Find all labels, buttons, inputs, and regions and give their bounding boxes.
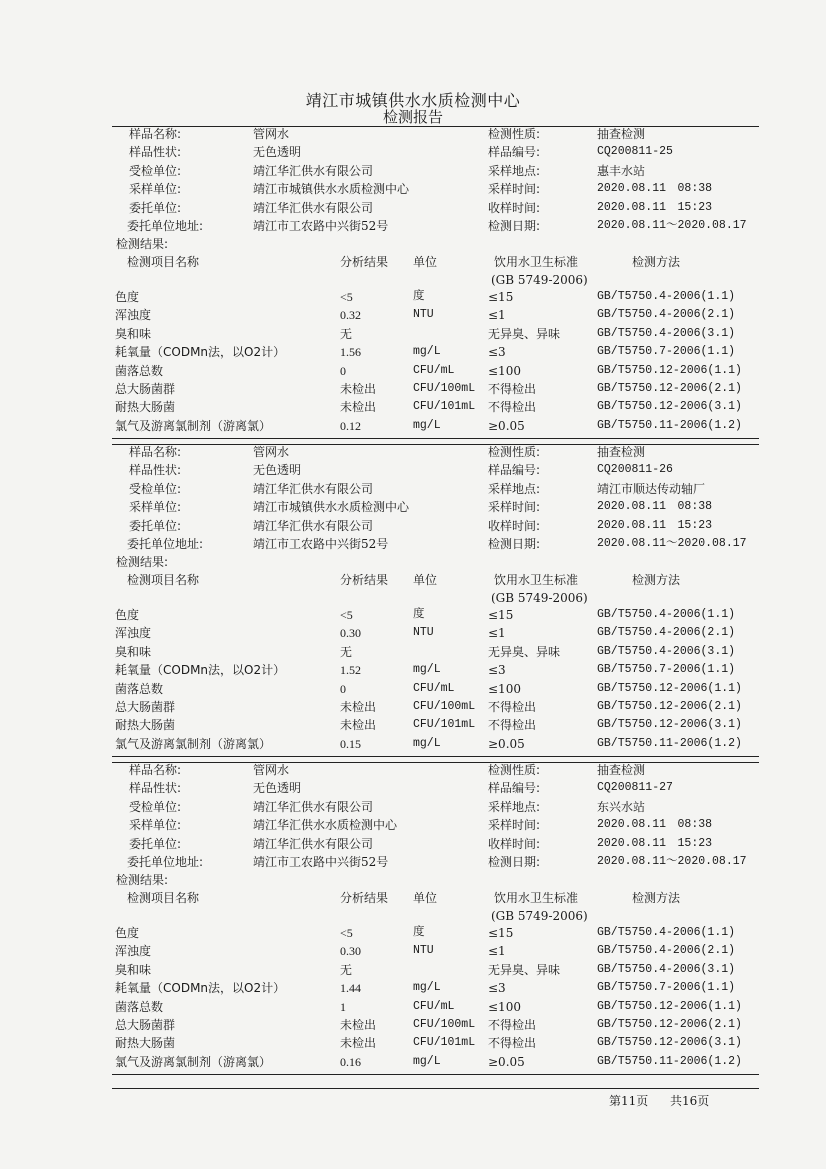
row-item: 总大肠菌群: [115, 700, 176, 714]
row-method: GB/T5750.4-2006(2.1): [597, 308, 736, 322]
field-value-sampling-site: 惠丰水站: [597, 163, 646, 178]
field-value-sampling-unit: 靖江华汇供水水质检测中心: [253, 818, 398, 833]
field-value-test-date: 2020.08.11～2020.08.17: [597, 855, 747, 868]
row-unit: CFU/101mL: [413, 1036, 476, 1050]
column-header-result: 分析结果: [340, 255, 389, 269]
field-label-test-date: 检测日期:: [488, 855, 541, 869]
field-label-sample-name: 样品名称:: [129, 445, 182, 459]
column-header-method: 检测方法: [632, 891, 681, 905]
field-value-commissioning-address: 靖江市工农路中兴街52号: [253, 537, 389, 551]
table-bottom-line: [112, 756, 759, 757]
row-item: 色度: [115, 926, 140, 940]
field-value-receive-time: 2020.08.11 15:23: [597, 836, 713, 850]
row-method: GB/T5750.4-2006(1.1): [597, 608, 736, 621]
field-label-commissioning-address: 委托单位地址:: [127, 855, 204, 869]
field-label-test-nature: 检测性质:: [488, 445, 541, 459]
field-label-sampling-site: 采样地点:: [488, 163, 541, 178]
column-header-unit: 单位: [413, 255, 438, 269]
row-result: 1.44: [340, 981, 361, 996]
row-item: 氯气及游离氯制剂（游离氯）: [115, 736, 272, 751]
row-result: 0.32: [340, 308, 361, 323]
row-standard: ≤100: [488, 999, 521, 1014]
field-label-sample-trait: 样品性状:: [129, 145, 182, 160]
row-result: 无: [340, 326, 353, 341]
row-item: 浑浊度: [115, 626, 152, 641]
field-label-sample-name: 样品名称:: [129, 127, 182, 141]
report-doc-title: 检测报告: [382, 108, 443, 126]
field-value-trait: 无色透明: [253, 781, 302, 796]
row-item: 氯气及游离氯制剂（游离氯）: [115, 1054, 272, 1069]
row-result: 无: [340, 644, 353, 659]
row-item: 臭和味: [115, 644, 152, 659]
row-result: 0.30: [340, 944, 361, 959]
section-divider: [112, 444, 759, 445]
field-label-sample-trait: 样品性状:: [129, 781, 182, 796]
column-header-method: 检测方法: [632, 573, 681, 587]
field-value-commissioning-address: 靖江市工农路中兴街52号: [253, 219, 389, 233]
row-standard: 不得检出: [488, 1018, 537, 1032]
field-label-commissioning-unit: 委托单位:: [129, 200, 182, 215]
field-value-test-nature: 抽查检测: [597, 763, 646, 777]
field-value-sampling-time: 2020.08.11 08:38: [597, 818, 713, 832]
row-standard: 不得检出: [488, 382, 537, 396]
row-method: GB/T5750.12-2006(3.1): [597, 1036, 742, 1050]
row-item: 色度: [115, 608, 140, 622]
field-value-sample-no: CQ200811-25: [597, 145, 673, 159]
row-result: <5: [340, 290, 353, 304]
row-method: GB/T5750.4-2006(2.1): [597, 944, 736, 958]
field-label-sample-trait: 样品性状:: [129, 463, 182, 478]
row-result: 0.30: [340, 626, 361, 641]
results-heading: 检测结果:: [116, 237, 169, 251]
field-label-commissioning-address: 委托单位地址:: [127, 219, 204, 233]
row-item: 浑浊度: [115, 944, 152, 959]
row-method: GB/T5750.11-2006(1.2): [597, 736, 742, 750]
page-total: 共16页: [670, 1094, 710, 1108]
column-header-standard: 饮用水卫生标准: [494, 573, 579, 587]
row-result: 1.56: [340, 345, 361, 360]
row-standard: 无异臭、异味: [488, 644, 561, 659]
row-unit: CFU/101mL: [413, 718, 476, 732]
field-label-sampling-unit: 采样单位:: [129, 500, 182, 515]
row-method: GB/T5750.4-2006(3.1): [597, 644, 736, 658]
row-method: GB/T5750.4-2006(2.1): [597, 626, 736, 640]
row-item: 浑浊度: [115, 308, 152, 323]
row-unit: CFU/100mL: [413, 382, 476, 395]
row-unit: mg/L: [413, 418, 441, 432]
field-label-test-nature: 检测性质:: [488, 127, 541, 141]
column-header-standard: 饮用水卫生标准: [494, 891, 579, 905]
field-value-commissioning-unit: 靖江华汇供水有限公司: [253, 200, 374, 215]
row-result: 0: [340, 681, 346, 696]
row-unit: CFU/100mL: [413, 700, 476, 713]
row-result: 0.12: [340, 418, 361, 433]
field-value-receive-time: 2020.08.11 15:23: [597, 518, 713, 532]
field-value-inspected-unit: 靖江华汇供水有限公司: [253, 481, 374, 496]
field-value-sampling-unit: 靖江市城镇供水水质检测中心: [253, 500, 410, 515]
field-value-test-date: 2020.08.11～2020.08.17: [597, 537, 747, 550]
report-org-title: 靖江市城镇供水水质检测中心: [305, 91, 521, 110]
field-value-inspected-unit: 靖江华汇供水有限公司: [253, 799, 374, 814]
field-value-sampling-unit: 靖江市城镇供水水质检测中心: [253, 182, 410, 197]
row-result: 未检出: [340, 1036, 377, 1051]
row-standard: 无异臭、异味: [488, 326, 561, 341]
row-standard: ≤1: [488, 626, 506, 641]
results-heading: 检测结果:: [116, 555, 169, 569]
row-unit: NTU: [413, 308, 434, 322]
field-label-inspected-unit: 受检单位:: [129, 481, 182, 496]
column-header-standard-ref: (GB 5749-2006): [491, 591, 588, 605]
row-item: 耗氧量（CODMn法，以O2计）: [115, 981, 286, 996]
row-standard: ≤15: [488, 290, 514, 304]
column-header-item: 检测项目名称: [127, 573, 200, 587]
field-value-test-nature: 抽查检测: [597, 445, 646, 459]
column-header-standard-ref: (GB 5749-2006): [491, 909, 588, 923]
row-unit: mg/L: [413, 736, 441, 750]
field-label-sample-no: 样品编号:: [488, 145, 541, 160]
row-standard: ≤100: [488, 363, 521, 378]
footer-divider: [112, 1088, 759, 1089]
row-method: GB/T5750.4-2006(3.1): [597, 326, 736, 340]
field-label-commissioning-address: 委托单位地址:: [127, 537, 204, 551]
row-result: 未检出: [340, 700, 377, 714]
table-bottom-line: [112, 438, 759, 439]
row-item: 耗氧量（CODMn法，以O2计）: [115, 345, 286, 360]
row-method: GB/T5750.7-2006(1.1): [597, 981, 736, 995]
column-header-result: 分析结果: [340, 573, 389, 587]
row-result: 1: [340, 999, 346, 1014]
field-value-sampling-site: 东兴水站: [597, 799, 646, 814]
row-standard: 不得检出: [488, 700, 537, 714]
row-unit: NTU: [413, 626, 434, 640]
field-label-receive-time: 收样时间:: [488, 200, 541, 215]
row-method: GB/T5750.12-2006(2.1): [597, 700, 742, 713]
field-value-commissioning-unit: 靖江华汇供水有限公司: [253, 518, 374, 533]
row-item: 色度: [115, 290, 140, 304]
row-standard: ≤15: [488, 608, 514, 622]
row-standard: ≤15: [488, 926, 514, 940]
field-label-inspected-unit: 受检单位:: [129, 799, 182, 814]
page-number: 第11页: [609, 1094, 649, 1108]
row-method: GB/T5750.7-2006(1.1): [597, 345, 736, 359]
row-standard: ≤3: [488, 663, 506, 678]
row-method: GB/T5750.4-2006(3.1): [597, 962, 736, 976]
row-result: 无: [340, 962, 353, 977]
row-standard: ≥0.05: [488, 418, 525, 433]
row-method: GB/T5750.7-2006(1.1): [597, 663, 736, 677]
row-method: GB/T5750.12-2006(1.1): [597, 999, 742, 1013]
column-header-item: 检测项目名称: [127, 255, 200, 269]
row-standard: ≥0.05: [488, 1054, 525, 1069]
column-header-unit: 单位: [413, 573, 438, 587]
row-unit: 度: [413, 926, 425, 939]
column-header-item: 检测项目名称: [127, 891, 200, 905]
field-label-sampling-site: 采样地点:: [488, 799, 541, 814]
row-item: 菌落总数: [115, 363, 164, 378]
field-value-test-nature: 抽查检测: [597, 127, 646, 141]
field-label-commissioning-unit: 委托单位:: [129, 836, 182, 851]
row-unit: mg/L: [413, 663, 441, 677]
column-header-method: 检测方法: [632, 255, 681, 269]
row-standard: 不得检出: [488, 1036, 537, 1051]
row-unit: 度: [413, 290, 425, 303]
row-item: 耐热大肠菌: [115, 718, 176, 733]
column-header-result: 分析结果: [340, 891, 389, 905]
row-result: <5: [340, 608, 353, 622]
row-method: GB/T5750.4-2006(1.1): [597, 926, 736, 939]
field-value-name: 管网水: [253, 763, 290, 777]
row-method: GB/T5750.12-2006(3.1): [597, 718, 742, 732]
row-standard: ≤3: [488, 345, 506, 360]
field-label-test-nature: 检测性质:: [488, 763, 541, 777]
field-value-sample-no: CQ200811-27: [597, 781, 673, 795]
row-item: 臭和味: [115, 326, 152, 341]
field-label-sample-no: 样品编号:: [488, 781, 541, 796]
field-label-sampling-time: 采样时间:: [488, 182, 541, 197]
row-item: 耗氧量（CODMn法，以O2计）: [115, 663, 286, 678]
row-standard: 不得检出: [488, 400, 537, 415]
row-result: 未检出: [340, 718, 377, 733]
row-method: GB/T5750.12-2006(2.1): [597, 1018, 742, 1031]
section-divider: [112, 762, 759, 763]
field-label-sampling-time: 采样时间:: [488, 500, 541, 515]
row-result: 0: [340, 363, 346, 378]
row-result: 未检出: [340, 382, 377, 396]
row-unit: mg/L: [413, 981, 441, 995]
row-standard: ≤1: [488, 308, 506, 323]
row-unit: mg/L: [413, 1054, 441, 1068]
row-item: 耐热大肠菌: [115, 400, 176, 415]
row-method: GB/T5750.11-2006(1.2): [597, 418, 742, 432]
field-label-receive-time: 收样时间:: [488, 836, 541, 851]
row-unit: CFU/mL: [413, 999, 455, 1013]
column-header-standard-ref: (GB 5749-2006): [491, 273, 588, 287]
field-label-sampling-unit: 采样单位:: [129, 818, 182, 833]
field-value-name: 管网水: [253, 445, 290, 459]
row-result: 1.52: [340, 663, 361, 678]
row-unit: mg/L: [413, 345, 441, 359]
row-item: 总大肠菌群: [115, 382, 176, 396]
row-unit: CFU/mL: [413, 681, 455, 695]
field-label-sample-name: 样品名称:: [129, 763, 182, 777]
row-standard: 无异臭、异味: [488, 962, 561, 977]
field-value-name: 管网水: [253, 127, 290, 141]
row-item: 耐热大肠菌: [115, 1036, 176, 1051]
column-header-unit: 单位: [413, 891, 438, 905]
row-unit: NTU: [413, 944, 434, 958]
section-divider: [112, 126, 759, 127]
field-value-sampling-time: 2020.08.11 08:38: [597, 182, 713, 196]
field-label-sampling-time: 采样时间:: [488, 818, 541, 833]
row-unit: CFU/mL: [413, 363, 455, 377]
row-unit: 度: [413, 608, 425, 621]
field-label-inspected-unit: 受检单位:: [129, 163, 182, 178]
row-result: <5: [340, 926, 353, 940]
row-item: 总大肠菌群: [115, 1018, 176, 1032]
field-value-sample-no: CQ200811-26: [597, 463, 673, 477]
field-label-sampling-site: 采样地点:: [488, 481, 541, 496]
column-header-standard: 饮用水卫生标准: [494, 255, 579, 269]
field-label-commissioning-unit: 委托单位:: [129, 518, 182, 533]
field-value-commissioning-address: 靖江市工农路中兴街52号: [253, 855, 389, 869]
row-result: 未检出: [340, 1018, 377, 1032]
row-method: GB/T5750.4-2006(1.1): [597, 290, 736, 303]
field-label-test-date: 检测日期:: [488, 537, 541, 551]
row-method: GB/T5750.12-2006(2.1): [597, 382, 742, 395]
row-result: 未检出: [340, 400, 377, 415]
field-value-commissioning-unit: 靖江华汇供水有限公司: [253, 836, 374, 851]
field-value-sampling-site: 靖江市顺达传动轴厂: [597, 481, 706, 496]
field-label-sample-no: 样品编号:: [488, 463, 541, 478]
row-method: GB/T5750.12-2006(3.1): [597, 400, 742, 414]
field-value-receive-time: 2020.08.11 15:23: [597, 200, 713, 214]
row-standard: ≥0.05: [488, 736, 525, 751]
row-unit: CFU/101mL: [413, 400, 476, 414]
row-standard: ≤3: [488, 981, 506, 996]
row-method: GB/T5750.11-2006(1.2): [597, 1054, 742, 1068]
field-value-test-date: 2020.08.11～2020.08.17: [597, 219, 747, 232]
field-value-trait: 无色透明: [253, 145, 302, 160]
row-result: 0.16: [340, 1054, 361, 1069]
row-item: 氯气及游离氯制剂（游离氯）: [115, 418, 272, 433]
field-label-receive-time: 收样时间:: [488, 518, 541, 533]
row-item: 菌落总数: [115, 681, 164, 696]
row-result: 0.15: [340, 736, 361, 751]
row-item: 臭和味: [115, 962, 152, 977]
results-heading: 检测结果:: [116, 873, 169, 887]
row-item: 菌落总数: [115, 999, 164, 1014]
field-value-trait: 无色透明: [253, 463, 302, 478]
field-value-sampling-time: 2020.08.11 08:38: [597, 500, 713, 514]
row-method: GB/T5750.12-2006(1.1): [597, 681, 742, 695]
field-value-inspected-unit: 靖江华汇供水有限公司: [253, 163, 374, 178]
table-bottom-line: [112, 1074, 759, 1075]
row-unit: CFU/100mL: [413, 1018, 476, 1031]
field-label-sampling-unit: 采样单位:: [129, 182, 182, 197]
row-method: GB/T5750.12-2006(1.1): [597, 363, 742, 377]
field-label-test-date: 检测日期:: [488, 219, 541, 233]
row-standard: ≤1: [488, 944, 506, 959]
row-standard: ≤100: [488, 681, 521, 696]
row-standard: 不得检出: [488, 718, 537, 733]
